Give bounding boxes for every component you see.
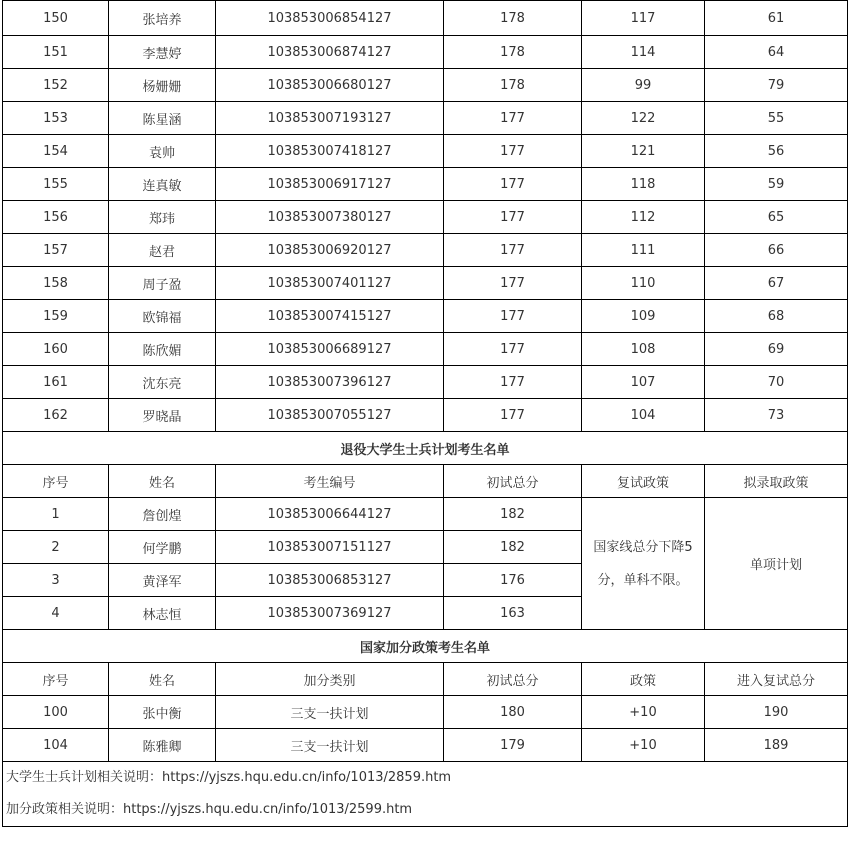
cell-total: 177 [444, 168, 582, 201]
cell-no: 152 [3, 69, 109, 102]
notes-cell [3, 762, 848, 827]
cell-score-a: 118 [582, 168, 705, 201]
cell-total: 180 [444, 696, 582, 729]
table-header-row [3, 465, 848, 498]
cell-score-b: 64 [705, 36, 848, 69]
table-row [3, 135, 848, 168]
cell-score-a: 110 [582, 267, 705, 300]
cell-total: 177 [444, 333, 582, 366]
cell-score-a: 121 [582, 135, 705, 168]
cell-no: 150 [3, 1, 109, 36]
cell-score-b: 79 [705, 69, 848, 102]
cell-name: 詹创煌 [109, 498, 216, 531]
cell-name: 罗晓晶 [109, 399, 216, 432]
cell-no: 155 [3, 168, 109, 201]
cell-no: 4 [3, 597, 109, 630]
cell-no: 2 [3, 531, 109, 564]
cell-score-b: 65 [705, 201, 848, 234]
table-row [3, 234, 848, 267]
cell-no: 3 [3, 564, 109, 597]
cell-score-a: 111 [582, 234, 705, 267]
header-retest-policy: 复试政策 [582, 465, 705, 498]
section-title-row [3, 432, 848, 465]
header-policy: 政策 [582, 663, 705, 696]
cell-name: 张培养 [109, 1, 216, 36]
cell-id: 103853006644127 [216, 498, 444, 531]
retest-policy-cell [582, 498, 705, 630]
cell-id: 103853006853127 [216, 564, 444, 597]
table-row [3, 36, 848, 69]
cell-id: 103853007055127 [216, 399, 444, 432]
table-header-row [3, 663, 848, 696]
cell-total: 177 [444, 366, 582, 399]
cell-score-a: 107 [582, 366, 705, 399]
cell-total: 177 [444, 234, 582, 267]
cell-name: 杨姗姗 [109, 69, 216, 102]
cell-score-b: 67 [705, 267, 848, 300]
header-name: 姓名 [109, 663, 216, 696]
soldier-plan-note: 大学生士兵计划相关说明：https://yjszs.hqu.edu.cn/info/1013/2859.htm [6, 770, 452, 785]
header-category: 加分类别 [216, 663, 444, 696]
cell-id: 103853007418127 [216, 135, 444, 168]
header-total: 初试总分 [444, 465, 582, 498]
cell-no: 151 [3, 36, 109, 69]
cell-total: 177 [444, 102, 582, 135]
cell-no: 162 [3, 399, 109, 432]
cell-name: 林志恒 [109, 597, 216, 630]
cell-score-b: 68 [705, 300, 848, 333]
admission-table [2, 0, 848, 827]
cell-total: 177 [444, 267, 582, 300]
cell-no: 104 [3, 729, 109, 762]
cell-score-a: 122 [582, 102, 705, 135]
cell-final-total: 190 [705, 696, 848, 729]
cell-total: 178 [444, 36, 582, 69]
cell-name: 周子盈 [109, 267, 216, 300]
cell-total: 182 [444, 498, 582, 531]
retest-policy-line1: 国家线总分下降5 [593, 539, 693, 555]
header-no: 序号 [3, 663, 109, 696]
cell-score-a: 117 [582, 1, 705, 36]
cell-score-b: 70 [705, 366, 848, 399]
main-list-body [3, 1, 848, 827]
cell-name: 黄泽军 [109, 564, 216, 597]
cell-id: 103853006874127 [216, 36, 444, 69]
cell-id: 103853006920127 [216, 234, 444, 267]
cell-score-a: 99 [582, 69, 705, 102]
cell-id: 103853007369127 [216, 597, 444, 630]
header-name: 姓名 [109, 465, 216, 498]
table-row [3, 399, 848, 432]
cell-id: 103853007415127 [216, 300, 444, 333]
cell-id: 103853007396127 [216, 366, 444, 399]
cell-total: 163 [444, 597, 582, 630]
cell-name: 张中衡 [109, 696, 216, 729]
bonus-section-title: 国家加分政策考生名单 [3, 630, 848, 663]
table-row [3, 267, 848, 300]
table-row [3, 300, 848, 333]
cell-score-b: 69 [705, 333, 848, 366]
table-row [3, 366, 848, 399]
cell-id: 103853006854127 [216, 1, 444, 36]
cell-score-a: 108 [582, 333, 705, 366]
cell-total: 177 [444, 399, 582, 432]
cell-no: 158 [3, 267, 109, 300]
cell-name: 沈东亮 [109, 366, 216, 399]
header-final-total: 进入复试总分 [705, 663, 848, 696]
cell-total: 182 [444, 531, 582, 564]
header-total: 初试总分 [444, 663, 582, 696]
bonus-policy-note: 加分政策相关说明：https://yjszs.hqu.edu.cn/info/1013/2599.htm [6, 802, 413, 817]
cell-name: 袁帅 [109, 135, 216, 168]
cell-id: 103853006917127 [216, 168, 444, 201]
header-admit-policy: 拟录取政策 [705, 465, 848, 498]
cell-score-a: 112 [582, 201, 705, 234]
table-row [3, 168, 848, 201]
cell-total: 179 [444, 729, 582, 762]
table-row [3, 333, 848, 366]
cell-no: 159 [3, 300, 109, 333]
cell-no: 153 [3, 102, 109, 135]
cell-no: 1 [3, 498, 109, 531]
cell-id: 103853007401127 [216, 267, 444, 300]
cell-no: 161 [3, 366, 109, 399]
cell-total: 177 [444, 201, 582, 234]
admit-policy-cell: 单项计划 [705, 498, 848, 630]
cell-total: 178 [444, 69, 582, 102]
cell-id: 103853007151127 [216, 531, 444, 564]
veteran-section-title: 退役大学生士兵计划考生名单 [3, 432, 848, 465]
section-title-row [3, 630, 848, 663]
table-row [3, 696, 848, 729]
cell-no: 100 [3, 696, 109, 729]
cell-id: 103853006689127 [216, 333, 444, 366]
cell-score-a: 114 [582, 36, 705, 69]
table-row [3, 102, 848, 135]
cell-category: 三支一扶计划 [216, 729, 444, 762]
cell-score-b: 56 [705, 135, 848, 168]
cell-name: 李慧婷 [109, 36, 216, 69]
table-row [3, 729, 848, 762]
cell-score-b: 66 [705, 234, 848, 267]
cell-name: 陈雅卿 [109, 729, 216, 762]
cell-no: 160 [3, 333, 109, 366]
cell-total: 177 [444, 135, 582, 168]
cell-id: 103853006680127 [216, 69, 444, 102]
retest-policy-line2: 分，单科不限。 [597, 572, 689, 588]
cell-final-total: 189 [705, 729, 848, 762]
cell-total: 176 [444, 564, 582, 597]
cell-score-b: 59 [705, 168, 848, 201]
cell-name: 赵君 [109, 234, 216, 267]
cell-id: 103853007193127 [216, 102, 444, 135]
cell-score-a: 104 [582, 399, 705, 432]
table-row [3, 498, 848, 531]
table-row [3, 1, 848, 36]
header-id: 考生编号 [216, 465, 444, 498]
cell-no: 156 [3, 201, 109, 234]
cell-name: 何学鹏 [109, 531, 216, 564]
cell-id: 103853007380127 [216, 201, 444, 234]
cell-name: 欧锦福 [109, 300, 216, 333]
cell-total: 177 [444, 300, 582, 333]
cell-score-b: 73 [705, 399, 848, 432]
cell-name: 陈星涵 [109, 102, 216, 135]
cell-name: 郑玮 [109, 201, 216, 234]
cell-no: 157 [3, 234, 109, 267]
cell-score-a: 109 [582, 300, 705, 333]
cell-score-b: 61 [705, 1, 848, 36]
table-row [3, 201, 848, 234]
cell-total: 178 [444, 1, 582, 36]
table-row [3, 69, 848, 102]
header-no: 序号 [3, 465, 109, 498]
cell-policy: +10 [582, 696, 705, 729]
cell-name: 连真敏 [109, 168, 216, 201]
cell-name: 陈欣媚 [109, 333, 216, 366]
notes-row [3, 762, 848, 827]
cell-no: 154 [3, 135, 109, 168]
cell-policy: +10 [582, 729, 705, 762]
cell-category: 三支一扶计划 [216, 696, 444, 729]
cell-score-b: 55 [705, 102, 848, 135]
